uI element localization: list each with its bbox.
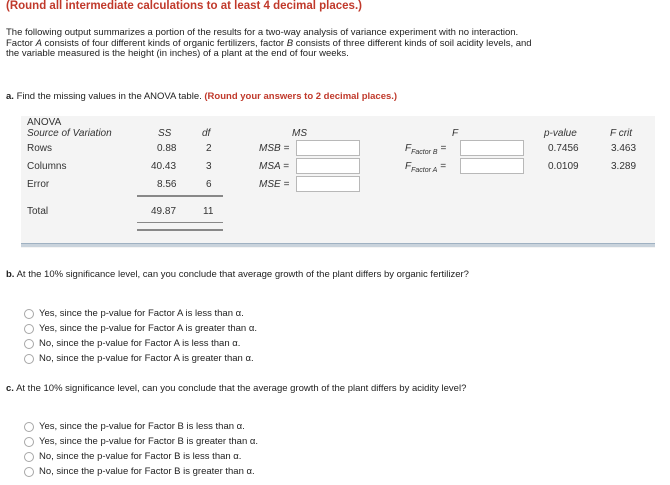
radio-button[interactable] xyxy=(24,339,34,349)
problem-intro xyxy=(6,28,536,60)
mse-input[interactable] xyxy=(296,176,360,192)
part-b-text: At the 10% significance level, can you conclude that average growth of the plant differs by organic fertilizer? xyxy=(16,269,469,280)
part-c-label: c. xyxy=(6,383,14,394)
row-error-source: Error xyxy=(27,179,50,190)
row-total-source: Total xyxy=(27,206,49,217)
option-label: Yes, since the p-value for Factor B is less than α. xyxy=(39,421,245,432)
option-label: Yes, since the p-value for Factor A is less than α. xyxy=(39,308,244,319)
row-error-df: 6 xyxy=(206,179,212,190)
row-columns-p-value: 0.0109 xyxy=(548,161,579,172)
f-factor-b-eq: = xyxy=(437,143,447,154)
part-b-option-4[interactable] xyxy=(24,353,254,364)
part-a-text: Find the missing values in the ANOVA table. xyxy=(16,91,202,102)
row-total-ss: 49.87 xyxy=(151,206,177,217)
part-b-option-3[interactable] xyxy=(24,338,240,349)
total-rule-1 xyxy=(137,222,223,223)
f-factor-b-sub: Factor B xyxy=(411,149,438,156)
part-b-option-1[interactable] xyxy=(24,308,244,319)
intro-factor-a: A xyxy=(35,37,42,49)
intro-text-1: The following output summarizes a portion of the results for a two-way analysis of variance experiment with no interaction. Factor xyxy=(6,27,519,49)
row-rows-source: Rows xyxy=(27,143,53,154)
radio-button[interactable] xyxy=(24,309,34,319)
option-label: Yes, since the p-value for Factor A is greater than α. xyxy=(39,323,257,334)
f-factor-b-input[interactable] xyxy=(460,140,524,156)
msb-input[interactable] xyxy=(296,140,360,156)
f-factor-b-label xyxy=(405,143,446,156)
row-error-ss: 8.56 xyxy=(157,179,177,190)
total-rule-2 xyxy=(137,229,223,231)
sum-rule-top xyxy=(137,195,223,197)
radio-button[interactable] xyxy=(24,467,34,477)
option-label: No, since the p-value for Factor B is less than α. xyxy=(39,451,242,462)
radio-button[interactable] xyxy=(24,437,34,447)
f-factor-b-f: F xyxy=(405,143,412,154)
option-label: Yes, since the p-value for Factor B is greater than α. xyxy=(39,436,259,447)
f-factor-a-input[interactable] xyxy=(460,158,524,174)
part-a-prompt xyxy=(6,91,397,102)
header-df: df xyxy=(202,128,211,139)
part-c-option-3[interactable] xyxy=(24,451,241,462)
option-label: No, since the p-value for Factor B is greater than α. xyxy=(39,466,255,477)
f-factor-a-f: F xyxy=(405,161,412,172)
intro-factor-b: B xyxy=(286,37,294,49)
row-total-df: 11 xyxy=(203,206,214,217)
radio-button[interactable] xyxy=(24,324,34,334)
radio-button[interactable] xyxy=(24,354,34,364)
part-c-text: At the 10% significance level, can you conclude that the average growth of the plant differs by acidity level? xyxy=(16,383,467,394)
f-factor-a-label xyxy=(405,161,446,174)
mse-label: MSE = xyxy=(259,179,290,190)
part-c-option-4[interactable] xyxy=(24,466,255,477)
msa-label: MSA = xyxy=(259,161,289,172)
header-ms: MS xyxy=(292,128,307,139)
msa-input[interactable] xyxy=(296,158,360,174)
anova-title: ANOVA xyxy=(27,117,62,128)
header-f-crit: F crit xyxy=(610,128,633,139)
part-c-question xyxy=(6,383,536,394)
part-b-label: b. xyxy=(6,269,15,280)
row-columns-ss: 40.43 xyxy=(151,161,177,172)
part-c-option-1[interactable] xyxy=(24,421,245,432)
rounding-note: (Round all intermediate calculations to at least 4 decimal places.) xyxy=(6,0,362,12)
option-label: No, since the p-value for Factor A is greater than α. xyxy=(39,353,254,364)
header-f: F xyxy=(452,128,459,139)
part-a-rounding-note: (Round your answers to 2 decimal places.) xyxy=(204,91,398,102)
msb-label: MSB = xyxy=(259,143,290,154)
intro-text-3: consists of three different kinds of soil acidity levels, and the variable measured is the height (in inches) of a plant at the end of four weeks. xyxy=(6,37,532,59)
row-columns-f-crit: 3.289 xyxy=(611,161,637,172)
table-bottom-bar xyxy=(21,243,655,247)
row-rows-f-crit: 3.463 xyxy=(611,143,637,154)
row-rows-p-value: 0.7456 xyxy=(548,143,579,154)
part-c-option-2[interactable] xyxy=(24,436,258,447)
f-factor-a-sub: Factor A xyxy=(411,167,438,174)
row-columns-source: Columns xyxy=(27,161,67,172)
part-b-option-2[interactable] xyxy=(24,323,257,334)
header-source: Source of Variation xyxy=(27,128,112,139)
part-a-label: a. xyxy=(6,91,14,102)
f-factor-a-eq: = xyxy=(437,161,446,172)
header-ss: SS xyxy=(158,128,172,139)
header-p-value: p-value xyxy=(544,128,577,139)
part-b-question xyxy=(6,269,536,280)
row-rows-ss: 0.88 xyxy=(157,143,177,154)
radio-button[interactable] xyxy=(24,422,34,432)
intro-text-2: consists of four different kinds of organic fertilizers, factor xyxy=(41,37,287,49)
radio-button[interactable] xyxy=(24,452,34,462)
row-columns-df: 3 xyxy=(206,161,212,172)
row-rows-df: 2 xyxy=(206,143,212,154)
option-label: No, since the p-value for Factor A is less than α. xyxy=(39,338,241,349)
